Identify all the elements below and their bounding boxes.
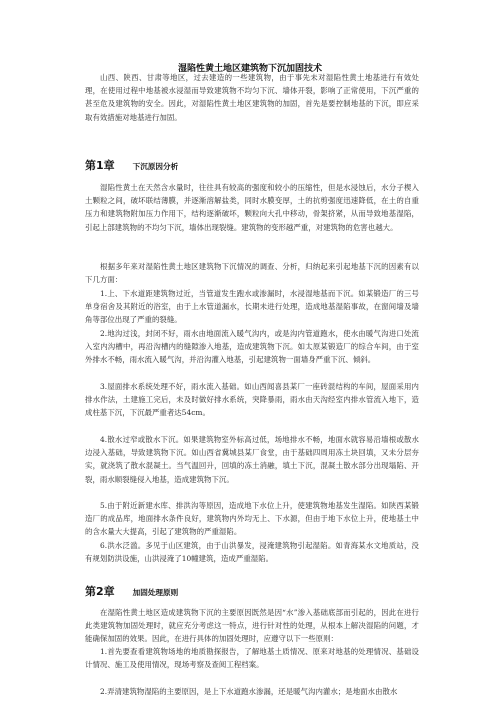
chapter-2-number: 第2章 bbox=[85, 585, 115, 598]
chapter-1-paragraph-4: 2.地沟过浅，封闭不好，雨水由地面流入暖气沟内，或是沟内管道跑水，使水由暖气沟进口处流入室内沟槽中，再沿沟槽内的缝隙渗入地基，造成建筑物下沉。如太原某锻造厂的综合车间，由于室外排水不畅，雨水流入暖气沟，并沿沟灌入地基，引起建筑物一面墙身严重下沉、倾斜。 bbox=[85, 329, 419, 365]
chapter-2-paragraph-1: 在湿陷性黄土地区造成建筑物下沉的主要原因既然是因“水”渗入基础底部而引起的，因此在进行此类建筑物加固处理时，就应充分考虑这一特点，进行针对性的处理，从根本上解决湿陷的问题，才能确保加固的效果。因此，在进行具体的加固处理时，应遵守以下一些原则： bbox=[85, 608, 419, 644]
chapter-2-paragraph-3: 2.弄清建筑物湿陷的主要原因，是上下水道跑水渗漏，还是暖气沟内灌水；是地面水由散水 bbox=[100, 687, 398, 696]
chapter-2-paragraph-2: 1.首先要查看建筑物场地的地质勘探报告，了解地基土质情况、原来对地基的处理情况、基础设计情况、施工及使用情况，现场考察及查阅工程档案。 bbox=[85, 647, 419, 670]
chapter-1-paragraph-2: 根据多年来对湿陷性黄土地区建筑物下沉情况的调查、分析，归纳起来引起地基下沉的因素有以下几方面： bbox=[85, 262, 419, 285]
document-title: 湿陷性黄土地区建筑物下沉加固技术 bbox=[177, 64, 322, 74]
chapter-1-paragraph-8: 6.洪水泛滥。多见于山区建筑，由于山洪暴发，浸淹建筑物引起湿陷。如青海某水文地质站，没有规划防洪设施，山洪浸淹了10幢建筑，造成严重湿陷。 bbox=[85, 541, 419, 564]
chapter-1-number: 第1章 bbox=[85, 159, 115, 172]
chapter-1-title: 下沉原因分析 bbox=[132, 162, 179, 171]
chapter-1-paragraph-6: 4.散水过窄或散水下沉。如果建筑物室外标高过低，场地排水不畅，地面水就容易沿墙根或散水边浸入基础，导致建筑物下沉。如山西省冀城县某厂食堂，由于基础四周用冻土块回填，又未分层夯实，就浇筑了散水混凝土。当气温回升，回填的冻土消融，填土下沉，混凝土散水部分出现塌陷、开裂，雨水顺裂缝侵入地基，造成建筑物下沉。 bbox=[85, 435, 419, 484]
chapter-2-heading bbox=[85, 580, 178, 596]
chapter-1-heading bbox=[85, 154, 178, 170]
intro-paragraph: 山西、陕西、甘肃等地区，过去建造的一些建筑物，由于事先未对湿陷性黄土地基进行有效处理，在使用过程中地基被水浸湿而导致建筑物不均匀下沉、墙体开裂，影响了正常使用，下沉严重的甚至危及建筑物的安全。因此，对湿陷性黄土地区建筑物的加固，首先是要控制地基的下沉，即应采取有效措施对地基进行加固。 bbox=[85, 73, 419, 122]
chapter-1-paragraph-3: 1.上、下水道距建筑物过近，当管道发生跑水或渗漏时，水浸湿地基而下沉。如某锻造厂的三号单身宿舍及其附近的浴室，由于上水管道漏水，长期未进行处理，造成地基湿陷事故，在窗间墙及墙角等部位出现了严重的裂缝。 bbox=[85, 289, 419, 325]
chapter-1-paragraph-5: 3.屋面排水系统处理不好，雨水流入基础。如山西闻喜县某厂一座砖混结构的车间，屋面采用内排水作法，土建施工完后，未及时做好排水系统，突降暴雨，雨水由天沟经室内排水管流入地下，造成柱基下沉，下沉最严重者达54cm。 bbox=[85, 382, 419, 418]
chapter-1-paragraph-1: 湿陷性黄土在天然含水量时，往往具有较高的强度和较小的压缩性，但是水浸蚀后，水分子楔入土颗粒之间，破坏联结薄膜，并逐渐溶解盐类，同时水膜变厚，土的抗剪强度迅速降低，在土的自重压力和建筑物附加压力作用下，结构逐渐破坏，颗粒向大孔中移动，骨架挤紧，从而导致地基湿陷，引起上部建筑物的不均匀下沉，墙体出现裂缝。建筑物的变形越严重，对建筑物的危害也越大。 bbox=[85, 183, 419, 232]
chapter-1-paragraph-7: 5.由于附近新建水库、排洪沟等原因，造成地下水位上升，使建筑物地基发生湿陷。如陕西某锻造厂的成品库，地面排水条件良好，建筑物内外均无上、下水源，但由于地下水位上升，使地基土中的含水量大大提高，引起了建筑物的严重湿陷。 bbox=[85, 501, 419, 537]
chapter-2-title: 加固处理原则 bbox=[132, 588, 179, 597]
